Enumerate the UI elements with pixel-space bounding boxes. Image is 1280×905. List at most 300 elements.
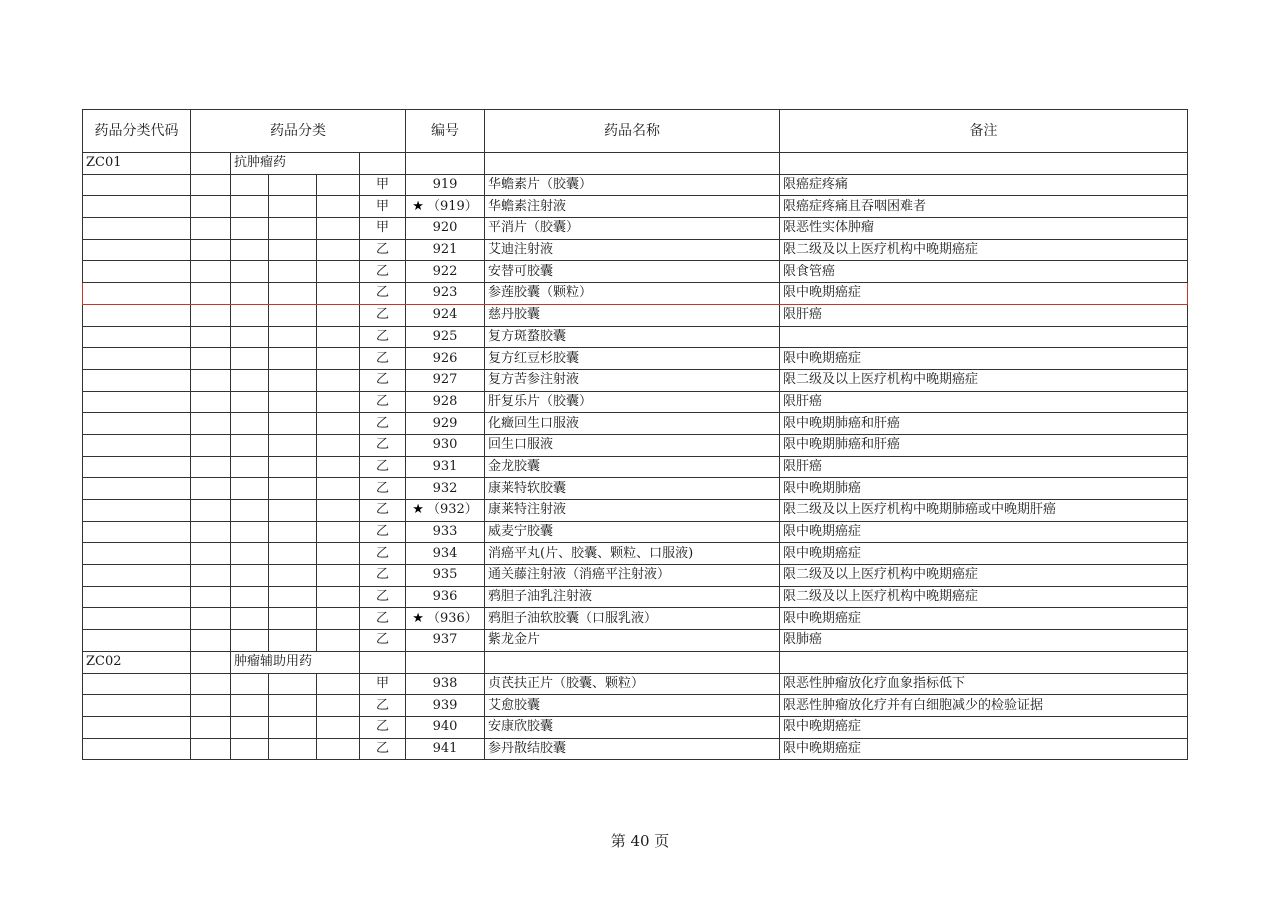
grid-cell[interactable] xyxy=(83,196,191,218)
grade-cell[interactable]: 乙 xyxy=(360,369,406,391)
drug-name-cell[interactable]: 肝复乐片（胶囊） xyxy=(485,391,780,413)
table-row[interactable] xyxy=(83,174,1188,196)
number-cell[interactable] xyxy=(406,695,485,717)
grid-cell[interactable] xyxy=(317,478,360,500)
drug-name-cell[interactable]: 康莱特软胶囊 xyxy=(485,478,780,500)
grid-cell[interactable] xyxy=(83,608,191,630)
number-cell[interactable] xyxy=(406,218,485,240)
grade-cell[interactable]: 甲 xyxy=(360,218,406,240)
drug-name-cell[interactable]: 紫龙金片 xyxy=(485,630,780,652)
drug-name-cell[interactable]: 通关藤注射液（消癌平注射液） xyxy=(485,565,780,587)
number-label: 920 xyxy=(432,220,458,236)
grid-cell[interactable] xyxy=(83,630,191,652)
grid-cell[interactable] xyxy=(191,565,231,587)
grade-cell[interactable]: 乙 xyxy=(360,565,406,587)
grid-cell[interactable] xyxy=(269,283,317,305)
grade-cell[interactable]: 乙 xyxy=(360,348,406,370)
grid-cell[interactable] xyxy=(269,326,317,348)
grid-cell[interactable] xyxy=(191,543,231,565)
header-number[interactable]: 编号 xyxy=(406,110,485,153)
table-row[interactable] xyxy=(83,239,1188,261)
grid-cell[interactable] xyxy=(269,434,317,456)
grid-cell[interactable] xyxy=(83,456,191,478)
grid-cell[interactable] xyxy=(191,174,231,196)
remark-cell[interactable]: 限中晚期癌症 xyxy=(780,348,1188,370)
grid-cell[interactable] xyxy=(269,695,317,717)
number-label: 919 xyxy=(432,177,458,193)
grid-cell[interactable] xyxy=(191,738,231,760)
grid-cell[interactable] xyxy=(191,196,231,218)
star-icon: ★ xyxy=(412,610,424,626)
grid-cell[interactable] xyxy=(231,413,269,435)
table-row[interactable] xyxy=(83,716,1188,738)
drug-name-cell[interactable]: 鸦胆子油乳注射液 xyxy=(485,586,780,608)
grid-cell[interactable] xyxy=(485,153,780,175)
grade-cell[interactable]: 乙 xyxy=(360,283,406,305)
grid-cell[interactable] xyxy=(317,261,360,283)
grid-cell[interactable] xyxy=(317,500,360,522)
grid-cell[interactable] xyxy=(269,716,317,738)
table-row[interactable] xyxy=(83,283,1188,305)
grid-cell[interactable] xyxy=(317,304,360,326)
remark-cell[interactable]: 限中晚期癌症 xyxy=(780,608,1188,630)
table-row[interactable] xyxy=(83,630,1188,652)
grid-cell[interactable] xyxy=(231,521,269,543)
grid-cell[interactable] xyxy=(191,630,231,652)
grade-cell[interactable]: 乙 xyxy=(360,738,406,760)
grid-cell[interactable] xyxy=(231,738,269,760)
drug-name-cell[interactable]: 金龙胶囊 xyxy=(485,456,780,478)
table-row[interactable] xyxy=(83,304,1188,326)
remark-cell[interactable]: 限二级及以上医疗机构中晚期癌症 xyxy=(780,586,1188,608)
number-cell[interactable] xyxy=(406,413,485,435)
grid-cell[interactable] xyxy=(191,239,231,261)
grid-cell[interactable] xyxy=(269,608,317,630)
grade-cell[interactable]: 乙 xyxy=(360,543,406,565)
grid-cell[interactable] xyxy=(231,391,269,413)
grade-cell[interactable]: 乙 xyxy=(360,239,406,261)
grid-cell[interactable] xyxy=(269,369,317,391)
remark-cell[interactable]: 限二级及以上医疗机构中晚期肺癌或中晚期肝癌 xyxy=(780,500,1188,522)
grid-cell[interactable] xyxy=(83,283,191,305)
grid-cell[interactable] xyxy=(191,695,231,717)
grid-cell[interactable] xyxy=(231,348,269,370)
grid-cell[interactable] xyxy=(317,413,360,435)
grid-cell[interactable] xyxy=(269,565,317,587)
table-row[interactable] xyxy=(83,500,1188,522)
grid-cell[interactable] xyxy=(231,478,269,500)
remark-cell[interactable]: 限中晚期癌症 xyxy=(780,283,1188,305)
section-code-cell[interactable]: ZC01 xyxy=(83,153,191,175)
drug-name-cell[interactable]: 安替可胶囊 xyxy=(485,261,780,283)
grid-cell[interactable] xyxy=(83,521,191,543)
grid-cell[interactable] xyxy=(191,500,231,522)
grid-cell[interactable] xyxy=(317,326,360,348)
grid-cell[interactable] xyxy=(191,413,231,435)
grid-cell[interactable] xyxy=(231,434,269,456)
grade-cell[interactable]: 乙 xyxy=(360,500,406,522)
remark-cell[interactable]: 限恶性实体肿瘤 xyxy=(780,218,1188,240)
grade-cell[interactable]: 乙 xyxy=(360,326,406,348)
grid-cell[interactable] xyxy=(83,543,191,565)
grid-cell[interactable] xyxy=(191,348,231,370)
grid-cell[interactable] xyxy=(317,369,360,391)
number-cell[interactable] xyxy=(406,326,485,348)
number-label: 924 xyxy=(432,307,458,323)
header-remark[interactable]: 备注 xyxy=(780,110,1188,153)
number-cell[interactable] xyxy=(406,196,485,218)
number-cell[interactable] xyxy=(406,304,485,326)
grade-cell[interactable]: 乙 xyxy=(360,304,406,326)
number-cell[interactable] xyxy=(406,391,485,413)
grid-cell[interactable] xyxy=(317,348,360,370)
number-cell[interactable] xyxy=(406,283,485,305)
star-icon: ★ xyxy=(412,198,424,214)
grid-cell[interactable] xyxy=(406,651,485,673)
grid-cell[interactable] xyxy=(269,673,317,695)
grid-cell[interactable] xyxy=(317,608,360,630)
section-title-cell[interactable]: 抗肿瘤药 xyxy=(231,153,360,175)
remark-cell[interactable]: 限恶性肿瘤放化疗并有白细胞减少的检验证据 xyxy=(780,695,1188,717)
table-row[interactable] xyxy=(83,608,1188,630)
grid-cell[interactable] xyxy=(191,391,231,413)
grid-cell[interactable] xyxy=(191,261,231,283)
grid-cell[interactable] xyxy=(485,651,780,673)
number-label: 922 xyxy=(432,263,458,279)
drug-name-cell[interactable]: 回生口服液 xyxy=(485,434,780,456)
remark-cell[interactable]: 限肝癌 xyxy=(780,391,1188,413)
grid-cell[interactable] xyxy=(231,369,269,391)
table-row[interactable] xyxy=(83,738,1188,760)
grid-cell[interactable] xyxy=(83,695,191,717)
grid-cell[interactable] xyxy=(231,608,269,630)
grid-cell[interactable] xyxy=(269,239,317,261)
remark-cell[interactable]: 限中晚期肺癌 xyxy=(780,478,1188,500)
drug-name-cell[interactable]: 艾迪注射液 xyxy=(485,239,780,261)
grid-cell[interactable] xyxy=(83,218,191,240)
grid-cell[interactable] xyxy=(269,261,317,283)
table-row[interactable] xyxy=(83,391,1188,413)
remark-cell[interactable]: 限中晚期癌症 xyxy=(780,738,1188,760)
grid-cell[interactable] xyxy=(317,434,360,456)
grid-cell[interactable] xyxy=(317,391,360,413)
grid-cell[interactable] xyxy=(191,434,231,456)
table-row[interactable] xyxy=(83,521,1188,543)
table-row[interactable] xyxy=(83,586,1188,608)
grid-cell[interactable] xyxy=(83,673,191,695)
grid-cell[interactable] xyxy=(191,521,231,543)
grid-cell[interactable] xyxy=(231,500,269,522)
number-label: （919） xyxy=(426,198,478,214)
grid-cell[interactable] xyxy=(83,304,191,326)
drug-name-cell[interactable]: 参丹散结胶囊 xyxy=(485,738,780,760)
number-cell[interactable] xyxy=(406,456,485,478)
grid-cell[interactable] xyxy=(780,651,1188,673)
grid-cell[interactable] xyxy=(231,630,269,652)
number-cell[interactable] xyxy=(406,630,485,652)
remark-cell[interactable]: 限癌症疼痛 xyxy=(780,174,1188,196)
number-cell[interactable] xyxy=(406,586,485,608)
grid-cell[interactable] xyxy=(269,521,317,543)
drug-name-cell[interactable]: 威麦宁胶囊 xyxy=(485,521,780,543)
grid-cell[interactable] xyxy=(191,304,231,326)
grid-cell[interactable] xyxy=(83,174,191,196)
drug-name-cell[interactable]: 艾愈胶囊 xyxy=(485,695,780,717)
number-label: （932） xyxy=(426,502,478,518)
grid-cell[interactable] xyxy=(83,239,191,261)
grade-cell[interactable]: 乙 xyxy=(360,391,406,413)
drug-name-cell[interactable]: 参莲胶囊（颗粒） xyxy=(485,283,780,305)
drug-name-cell[interactable]: 康莱特注射液 xyxy=(485,500,780,522)
section-code-cell[interactable]: ZC02 xyxy=(83,651,191,673)
drug-name-cell[interactable]: 安康欣胶囊 xyxy=(485,716,780,738)
grid-cell[interactable] xyxy=(269,196,317,218)
grid-cell[interactable] xyxy=(83,586,191,608)
number-label: 935 xyxy=(432,567,458,583)
table-row[interactable] xyxy=(83,456,1188,478)
table-row[interactable] xyxy=(83,261,1188,283)
grid-cell[interactable] xyxy=(191,651,231,673)
grid-cell[interactable] xyxy=(317,543,360,565)
grade-cell[interactable]: 乙 xyxy=(360,630,406,652)
drug-name-cell[interactable]: 慈丹胶囊 xyxy=(485,304,780,326)
drug-name-cell[interactable]: 复方苦参注射液 xyxy=(485,369,780,391)
table-row[interactable] xyxy=(83,543,1188,565)
remark-cell[interactable]: 限二级及以上医疗机构中晚期癌症 xyxy=(780,565,1188,587)
grid-cell[interactable] xyxy=(360,651,406,673)
grid-cell[interactable] xyxy=(317,586,360,608)
remark-cell[interactable]: 限中晚期肺癌和肝癌 xyxy=(780,413,1188,435)
grid-cell[interactable] xyxy=(83,478,191,500)
grid-cell[interactable] xyxy=(317,456,360,478)
table-row[interactable] xyxy=(83,565,1188,587)
grid-cell[interactable] xyxy=(231,304,269,326)
grid-cell[interactable] xyxy=(231,261,269,283)
grid-cell[interactable] xyxy=(317,196,360,218)
drug-name-cell[interactable]: 鸦胆子油软胶囊（口服乳液） xyxy=(485,608,780,630)
grid-cell[interactable] xyxy=(191,586,231,608)
grid-cell[interactable] xyxy=(317,738,360,760)
grid-cell[interactable] xyxy=(317,283,360,305)
grid-cell[interactable] xyxy=(191,456,231,478)
grade-cell[interactable]: 甲 xyxy=(360,673,406,695)
grade-cell[interactable]: 乙 xyxy=(360,716,406,738)
grid-cell[interactable] xyxy=(406,153,485,175)
remark-cell[interactable]: 限中晚期癌症 xyxy=(780,521,1188,543)
remark-cell[interactable]: 限二级及以上医疗机构中晚期癌症 xyxy=(780,369,1188,391)
grid-cell[interactable] xyxy=(83,500,191,522)
grid-cell[interactable] xyxy=(231,196,269,218)
number-cell[interactable] xyxy=(406,608,485,630)
drug-name-cell[interactable]: 化癥回生口服液 xyxy=(485,413,780,435)
number-cell[interactable] xyxy=(406,434,485,456)
grid-cell[interactable] xyxy=(317,218,360,240)
grid-cell[interactable] xyxy=(191,608,231,630)
remark-cell[interactable]: 限肺癌 xyxy=(780,630,1188,652)
grade-cell[interactable]: 乙 xyxy=(360,413,406,435)
grade-cell[interactable]: 乙 xyxy=(360,456,406,478)
remark-cell[interactable]: 限中晚期癌症 xyxy=(780,716,1188,738)
remark-cell[interactable]: 限二级及以上医疗机构中晚期癌症 xyxy=(780,239,1188,261)
grid-cell[interactable] xyxy=(317,239,360,261)
drug-name-cell[interactable]: 华蟾素片（胶囊） xyxy=(485,174,780,196)
grid-cell[interactable] xyxy=(231,283,269,305)
drug-name-cell[interactable]: 贞芪扶正片（胶囊、颗粒） xyxy=(485,673,780,695)
table-row[interactable] xyxy=(83,369,1188,391)
table-header-row xyxy=(83,110,1188,153)
number-cell[interactable] xyxy=(406,738,485,760)
grid-cell[interactable] xyxy=(83,434,191,456)
grid-cell[interactable] xyxy=(191,716,231,738)
remark-cell[interactable]: 限中晚期肺癌和肝癌 xyxy=(780,434,1188,456)
grade-cell[interactable]: 乙 xyxy=(360,521,406,543)
table-row[interactable] xyxy=(83,196,1188,218)
grid-cell[interactable] xyxy=(231,543,269,565)
remark-cell[interactable]: 限中晚期癌症 xyxy=(780,543,1188,565)
grade-cell[interactable]: 乙 xyxy=(360,608,406,630)
grid-cell[interactable] xyxy=(83,565,191,587)
grid-cell[interactable] xyxy=(231,218,269,240)
remark-cell[interactable]: 限食管癌 xyxy=(780,261,1188,283)
grid-cell[interactable] xyxy=(269,456,317,478)
grade-cell[interactable]: 乙 xyxy=(360,434,406,456)
drug-name-cell[interactable]: 复方红豆杉胶囊 xyxy=(485,348,780,370)
grid-cell[interactable] xyxy=(83,738,191,760)
grid-cell[interactable] xyxy=(231,673,269,695)
grid-cell[interactable] xyxy=(231,239,269,261)
grid-cell[interactable] xyxy=(269,174,317,196)
remark-cell[interactable]: 限肝癌 xyxy=(780,456,1188,478)
grid-cell[interactable] xyxy=(231,326,269,348)
page-number: 第 40 页 xyxy=(610,832,670,850)
number-label: （936） xyxy=(426,610,478,626)
number-cell[interactable] xyxy=(406,673,485,695)
table-row[interactable] xyxy=(83,218,1188,240)
number-cell[interactable] xyxy=(406,543,485,565)
grade-cell[interactable]: 甲 xyxy=(360,196,406,218)
table-row[interactable] xyxy=(83,326,1188,348)
number-label: 939 xyxy=(432,697,458,713)
drug-name-cell[interactable]: 平消片（胶囊） xyxy=(485,218,780,240)
drug-name-cell[interactable]: 消癌平丸(片、胶囊、颗粒、口服液) xyxy=(485,543,780,565)
grid-cell[interactable] xyxy=(231,695,269,717)
number-cell[interactable] xyxy=(406,239,485,261)
grid-cell[interactable] xyxy=(191,153,231,175)
number-cell[interactable] xyxy=(406,174,485,196)
grid-cell[interactable] xyxy=(83,369,191,391)
number-cell[interactable] xyxy=(406,521,485,543)
grid-cell[interactable] xyxy=(191,283,231,305)
table-row[interactable] xyxy=(83,695,1188,717)
number-cell[interactable] xyxy=(406,565,485,587)
remark-cell[interactable]: 限癌症疼痛且吞咽困难者 xyxy=(780,196,1188,218)
grid-cell[interactable] xyxy=(269,478,317,500)
grid-cell[interactable] xyxy=(360,153,406,175)
drug-name-cell[interactable]: 华蟾素注射液 xyxy=(485,196,780,218)
number-label: 928 xyxy=(432,393,458,409)
grid-cell[interactable] xyxy=(269,543,317,565)
grid-cell[interactable] xyxy=(269,500,317,522)
grade-cell[interactable]: 乙 xyxy=(360,695,406,717)
grid-cell[interactable] xyxy=(191,218,231,240)
section-title-cell[interactable]: 肿瘤辅助用药 xyxy=(231,651,360,673)
grid-cell[interactable] xyxy=(231,716,269,738)
number-cell[interactable] xyxy=(406,716,485,738)
header-category[interactable]: 药品分类 xyxy=(191,110,406,153)
number-label: 938 xyxy=(432,675,458,691)
grid-cell[interactable] xyxy=(317,716,360,738)
grid-cell[interactable] xyxy=(83,348,191,370)
number-cell[interactable] xyxy=(406,478,485,500)
grid-cell[interactable] xyxy=(269,218,317,240)
grid-cell[interactable] xyxy=(780,153,1188,175)
grid-cell[interactable] xyxy=(269,413,317,435)
grid-cell[interactable] xyxy=(83,716,191,738)
grid-cell[interactable] xyxy=(269,630,317,652)
table-row[interactable] xyxy=(83,413,1188,435)
grid-cell[interactable] xyxy=(317,695,360,717)
grid-cell[interactable] xyxy=(191,673,231,695)
grid-cell[interactable] xyxy=(269,738,317,760)
grid-cell[interactable] xyxy=(231,174,269,196)
grade-cell[interactable]: 乙 xyxy=(360,586,406,608)
grid-cell[interactable] xyxy=(83,261,191,283)
number-cell[interactable] xyxy=(406,500,485,522)
number-label: 930 xyxy=(432,437,458,453)
remark-cell[interactable]: 限肝癌 xyxy=(780,304,1188,326)
grid-cell[interactable] xyxy=(317,673,360,695)
number-cell[interactable] xyxy=(406,261,485,283)
table-row[interactable] xyxy=(83,348,1188,370)
grid-cell[interactable] xyxy=(269,391,317,413)
number-label: 921 xyxy=(432,242,458,258)
grid-cell[interactable] xyxy=(269,586,317,608)
grid-cell[interactable] xyxy=(317,565,360,587)
table-row[interactable] xyxy=(83,434,1188,456)
drug-list-table xyxy=(82,109,1188,760)
grade-cell[interactable]: 甲 xyxy=(360,174,406,196)
grid-cell[interactable] xyxy=(317,521,360,543)
grid-cell[interactable] xyxy=(83,391,191,413)
grid-cell[interactable] xyxy=(191,326,231,348)
grid-cell[interactable] xyxy=(83,326,191,348)
table-row[interactable] xyxy=(83,478,1188,500)
grid-cell[interactable] xyxy=(269,348,317,370)
number-label: 933 xyxy=(432,524,458,540)
grid-cell[interactable] xyxy=(191,369,231,391)
grid-cell[interactable] xyxy=(231,586,269,608)
header-name[interactable]: 药品名称 xyxy=(485,110,780,153)
grid-cell[interactable] xyxy=(231,456,269,478)
grid-cell[interactable] xyxy=(231,565,269,587)
grid-cell[interactable] xyxy=(269,304,317,326)
number-cell[interactable] xyxy=(406,348,485,370)
grid-cell[interactable] xyxy=(191,478,231,500)
section-row xyxy=(83,651,1188,673)
grade-cell[interactable]: 乙 xyxy=(360,261,406,283)
remark-cell[interactable] xyxy=(780,326,1188,348)
table-row[interactable] xyxy=(83,673,1188,695)
drug-name-cell[interactable]: 复方斑蝥胶囊 xyxy=(485,326,780,348)
number-label: 932 xyxy=(432,480,458,496)
remark-cell[interactable]: 限恶性肿瘤放化疗血象指标低下 xyxy=(780,673,1188,695)
grade-cell[interactable]: 乙 xyxy=(360,478,406,500)
number-cell[interactable] xyxy=(406,369,485,391)
grid-cell[interactable] xyxy=(83,413,191,435)
grid-cell[interactable] xyxy=(317,174,360,196)
grid-cell[interactable] xyxy=(317,630,360,652)
header-code[interactable]: 药品分类代码 xyxy=(83,110,191,153)
